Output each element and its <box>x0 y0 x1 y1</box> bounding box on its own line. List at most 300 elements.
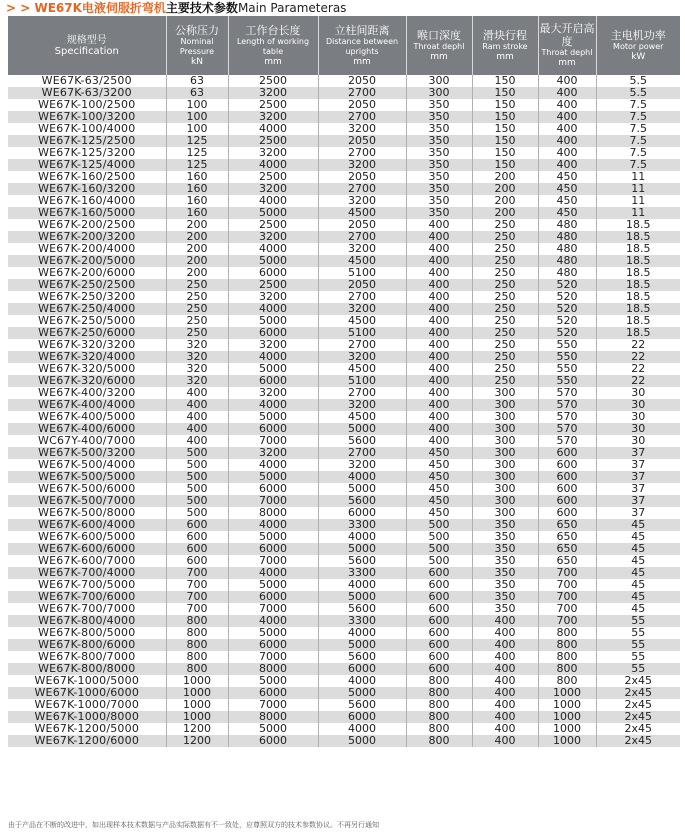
table-cell: WE67K-700/4000 <box>8 567 166 579</box>
table-cell: 400 <box>406 243 472 255</box>
table-row <box>8 111 680 123</box>
table-cell: 480 <box>538 231 596 243</box>
table-cell: 480 <box>538 243 596 255</box>
table-cell: 4000 <box>228 567 318 579</box>
table-cell: 600 <box>166 519 228 531</box>
table-cell: 5000 <box>318 423 406 435</box>
table-cell: 450 <box>406 507 472 519</box>
table-cell: 200 <box>472 183 538 195</box>
table-cell: 200 <box>472 207 538 219</box>
table-cell: 350 <box>406 171 472 183</box>
column-header-unit: mm <box>353 56 371 67</box>
table-cell: WE67K-125/4000 <box>8 159 166 171</box>
table-cell: 400 <box>406 387 472 399</box>
table-cell: WE67K-800/7000 <box>8 651 166 663</box>
column-header-unit: mm <box>264 56 282 67</box>
table-cell: 400 <box>472 675 538 687</box>
table-cell: 400 <box>406 339 472 351</box>
table-cell: 500 <box>166 507 228 519</box>
table-cell: 6000 <box>228 423 318 435</box>
title-product: 电液伺服折弯机 <box>81 1 166 15</box>
table-cell: WE67K-700/5000 <box>8 579 166 591</box>
table-cell: 7000 <box>228 435 318 447</box>
table-cell: 45 <box>596 591 680 603</box>
table-cell: 18.5 <box>596 255 680 267</box>
table-cell: WE67K-200/6000 <box>8 267 166 279</box>
table-cell: 125 <box>166 159 228 171</box>
table-row <box>8 195 680 207</box>
table-row <box>8 219 680 231</box>
table-cell: 600 <box>166 555 228 567</box>
table-cell: 600 <box>406 651 472 663</box>
column-header-unit: mm <box>558 58 576 68</box>
table-cell: 4500 <box>318 207 406 219</box>
table-cell: 2500 <box>228 171 318 183</box>
table-cell: WE67K-400/6000 <box>8 423 166 435</box>
title-section-en: Main Parameteras <box>237 1 347 15</box>
table-cell: 150 <box>472 87 538 99</box>
table-cell: 18.5 <box>596 267 680 279</box>
table-cell: 5000 <box>228 675 318 687</box>
table-cell: 2050 <box>318 135 406 147</box>
table-cell: 250 <box>472 363 538 375</box>
table-cell: 5000 <box>228 207 318 219</box>
table-cell: 6000 <box>228 267 318 279</box>
table-cell: WE67K-125/3200 <box>8 147 166 159</box>
table-cell: 3200 <box>318 351 406 363</box>
table-cell: 30 <box>596 411 680 423</box>
table-cell: WE67K-800/6000 <box>8 639 166 651</box>
table-row <box>8 99 680 111</box>
table-cell: 6000 <box>318 507 406 519</box>
table-cell: 300 <box>472 411 538 423</box>
table-cell: 700 <box>538 579 596 591</box>
table-cell: 150 <box>472 111 538 123</box>
column-header-cn: 公称压力 <box>175 23 219 37</box>
table-cell: 7000 <box>228 555 318 567</box>
table-cell: 5000 <box>228 579 318 591</box>
column-header <box>166 16 228 75</box>
table-cell: 600 <box>538 459 596 471</box>
table-cell: 4500 <box>318 363 406 375</box>
table-cell: 4000 <box>318 675 406 687</box>
table-cell: WE67K-250/6000 <box>8 327 166 339</box>
table-cell: 520 <box>538 291 596 303</box>
table-cell: WE67K-1000/6000 <box>8 687 166 699</box>
column-header-en: Ram stroke <box>482 41 528 51</box>
table-cell: 250 <box>472 351 538 363</box>
table-cell: WE67K-100/4000 <box>8 123 166 135</box>
table-cell: 2050 <box>318 171 406 183</box>
table-cell: WC67Y-400/7000 <box>8 435 166 447</box>
table-cell: 5600 <box>318 435 406 447</box>
table-cell: 5000 <box>318 543 406 555</box>
column-header-cn: 规格型号 <box>66 35 107 46</box>
table-cell: 8000 <box>228 711 318 723</box>
table-cell: 800 <box>406 687 472 699</box>
table-cell: 150 <box>472 123 538 135</box>
table-cell: 450 <box>406 495 472 507</box>
table-cell: 300 <box>406 75 472 87</box>
table-cell: 250 <box>472 327 538 339</box>
table-cell: 650 <box>538 555 596 567</box>
title-arrows: > > <box>6 1 35 15</box>
table-cell: 30 <box>596 435 680 447</box>
table-cell: 700 <box>166 579 228 591</box>
table-cell: 400 <box>406 435 472 447</box>
table-cell: 3200 <box>318 303 406 315</box>
column-header <box>228 16 318 75</box>
table-cell: 400 <box>472 615 538 627</box>
table-cell: 520 <box>538 279 596 291</box>
table-cell: WE67K-400/3200 <box>8 387 166 399</box>
column-header-cn: 最大开启高度 <box>539 22 595 48</box>
table-cell: 11 <box>596 195 680 207</box>
table-row <box>8 711 680 723</box>
table-cell: 300 <box>472 507 538 519</box>
table-cell: WE67K-1200/5000 <box>8 723 166 735</box>
table-cell: 400 <box>406 291 472 303</box>
table-cell: 400 <box>538 135 596 147</box>
title-section-cn: 主要技术参数 <box>165 1 238 15</box>
table-cell: 200 <box>166 219 228 231</box>
table-cell: WE67K-250/5000 <box>8 315 166 327</box>
table-cell: 37 <box>596 459 680 471</box>
table-cell: WE67K-600/6000 <box>8 543 166 555</box>
table-row <box>8 603 680 615</box>
table-row <box>8 627 680 639</box>
table-cell: WE67K-600/5000 <box>8 531 166 543</box>
table-cell: 250 <box>166 279 228 291</box>
title-model: WE67K <box>34 1 82 15</box>
table-cell: 22 <box>596 339 680 351</box>
table-cell: 4000 <box>318 723 406 735</box>
table-cell: 600 <box>406 603 472 615</box>
table-cell: 2x45 <box>596 711 680 723</box>
table-cell: 125 <box>166 147 228 159</box>
table-cell: 400 <box>472 639 538 651</box>
table-cell: WE67K-63/3200 <box>8 87 166 99</box>
table-cell: 400 <box>472 663 538 675</box>
table-cell: WE67K-320/5000 <box>8 363 166 375</box>
table-cell: 400 <box>472 687 538 699</box>
table-cell: 2700 <box>318 183 406 195</box>
table-cell: 450 <box>406 459 472 471</box>
table-cell: 350 <box>472 519 538 531</box>
table-cell: 2x45 <box>596 687 680 699</box>
table-cell: 3200 <box>228 147 318 159</box>
table-cell: 3200 <box>228 183 318 195</box>
table-cell: 3200 <box>318 159 406 171</box>
table-cell: 11 <box>596 183 680 195</box>
table-row <box>8 555 680 567</box>
table-cell: 1000 <box>538 735 596 747</box>
column-header-en: Specification <box>54 46 119 57</box>
table-cell: 400 <box>538 99 596 111</box>
table-cell: 5000 <box>318 483 406 495</box>
table-row <box>8 687 680 699</box>
table-cell: 600 <box>406 663 472 675</box>
table-cell: 520 <box>538 315 596 327</box>
table-cell: WE67K-800/5000 <box>8 627 166 639</box>
table-cell: WE67K-1000/8000 <box>8 711 166 723</box>
table-cell: 400 <box>406 255 472 267</box>
table-cell: 4000 <box>228 459 318 471</box>
table-cell: 350 <box>406 99 472 111</box>
column-header-en: Length of working table <box>236 36 310 56</box>
table-cell: 2700 <box>318 111 406 123</box>
table-cell: 250 <box>472 315 538 327</box>
table-cell: 2050 <box>318 75 406 87</box>
table-cell: 18.5 <box>596 231 680 243</box>
table-cell: WE67K-63/2500 <box>8 75 166 87</box>
table-cell: WE67K-100/3200 <box>8 111 166 123</box>
table-cell: WE67K-1200/6000 <box>8 735 166 747</box>
table-cell: 350 <box>472 543 538 555</box>
table-cell: 3200 <box>318 459 406 471</box>
table-cell: 400 <box>166 423 228 435</box>
table-cell: 150 <box>472 75 538 87</box>
table-row <box>8 147 680 159</box>
table-cell: 37 <box>596 483 680 495</box>
table-cell: 37 <box>596 447 680 459</box>
table-cell: 400 <box>406 327 472 339</box>
table-row <box>8 327 680 339</box>
table-row <box>8 579 680 591</box>
table-cell: 5000 <box>318 735 406 747</box>
table-cell: 300 <box>472 495 538 507</box>
table-cell: 7000 <box>228 651 318 663</box>
table-cell: 520 <box>538 303 596 315</box>
table-cell: 400 <box>166 411 228 423</box>
table-cell: WE67K-320/3200 <box>8 339 166 351</box>
table-cell: 200 <box>166 243 228 255</box>
table-cell: 200 <box>166 255 228 267</box>
table-cell: 350 <box>472 555 538 567</box>
table-row <box>8 303 680 315</box>
table-cell: 1000 <box>166 687 228 699</box>
table-cell: 6000 <box>318 711 406 723</box>
table-cell: 400 <box>538 75 596 87</box>
table-cell: 650 <box>538 531 596 543</box>
parameters-table <box>8 16 680 747</box>
column-header-en: Throat dephl <box>541 48 593 57</box>
column-header <box>596 16 680 75</box>
table-cell: WE67K-500/5000 <box>8 471 166 483</box>
table-cell: 1000 <box>166 675 228 687</box>
table-cell: 700 <box>538 591 596 603</box>
table-cell: 150 <box>472 99 538 111</box>
table-cell: 3200 <box>318 399 406 411</box>
column-header-cn: 主电机功率 <box>610 28 666 42</box>
table-cell: 400 <box>166 435 228 447</box>
table-cell: 18.5 <box>596 327 680 339</box>
table-cell: 3300 <box>318 567 406 579</box>
table-cell: 4000 <box>228 303 318 315</box>
column-header-cn: 滑块行程 <box>483 28 527 42</box>
table-cell: 6000 <box>228 639 318 651</box>
table-row <box>8 615 680 627</box>
footnote: 由于产品在不断的改进中，如出现样本技术数据与产品实际数据有不一致处，应尊照双方的技术参数协议。不再另行通知 <box>8 821 379 829</box>
column-header <box>406 16 472 75</box>
table-cell: 160 <box>166 195 228 207</box>
column-header <box>318 16 406 75</box>
table-cell: 4000 <box>228 243 318 255</box>
table-cell: 8000 <box>228 663 318 675</box>
table-cell: 500 <box>166 471 228 483</box>
table-cell: 450 <box>538 207 596 219</box>
table-cell: 160 <box>166 207 228 219</box>
table-cell: WE67K-200/2500 <box>8 219 166 231</box>
table-cell: 5600 <box>318 495 406 507</box>
table-cell: 570 <box>538 435 596 447</box>
table-cell: 3200 <box>228 291 318 303</box>
table-row <box>8 699 680 711</box>
column-header-unit: mm <box>496 51 514 62</box>
table-cell: 6000 <box>228 687 318 699</box>
table-cell: 55 <box>596 615 680 627</box>
table-cell: 800 <box>538 663 596 675</box>
table-cell: 250 <box>472 279 538 291</box>
table-cell: 2050 <box>318 219 406 231</box>
table-cell: 650 <box>538 519 596 531</box>
table-cell: 250 <box>166 291 228 303</box>
table-cell: 400 <box>472 711 538 723</box>
table-cell: 300 <box>472 387 538 399</box>
table-row <box>8 435 680 447</box>
table-row <box>8 243 680 255</box>
table-cell: 2700 <box>318 387 406 399</box>
table-cell: 1000 <box>166 711 228 723</box>
table-cell: 800 <box>166 639 228 651</box>
table-cell: 5000 <box>228 627 318 639</box>
table-cell: 400 <box>166 399 228 411</box>
table-cell: 250 <box>166 327 228 339</box>
table-row <box>8 75 680 87</box>
table-cell: 600 <box>538 507 596 519</box>
table-cell: 480 <box>538 267 596 279</box>
table-cell: 350 <box>406 147 472 159</box>
table-cell: 125 <box>166 135 228 147</box>
table-cell: 600 <box>538 483 596 495</box>
table-row <box>8 267 680 279</box>
table-cell: 11 <box>596 207 680 219</box>
column-header-cn: 喉口深度 <box>417 28 461 42</box>
column-header <box>472 16 538 75</box>
table-row <box>8 363 680 375</box>
table-cell: 600 <box>538 447 596 459</box>
table-cell: 5000 <box>228 471 318 483</box>
table-cell: 1000 <box>538 711 596 723</box>
table-cell: 6000 <box>228 375 318 387</box>
table-cell: 11 <box>596 171 680 183</box>
table-cell: 480 <box>538 219 596 231</box>
table-cell: 2050 <box>318 279 406 291</box>
table-cell: 320 <box>166 351 228 363</box>
table-row <box>8 471 680 483</box>
table-cell: 30 <box>596 399 680 411</box>
table-cell: WE67K-160/2500 <box>8 171 166 183</box>
table-cell: WE67K-600/4000 <box>8 519 166 531</box>
table-cell: 37 <box>596 495 680 507</box>
table-cell: 400 <box>406 267 472 279</box>
table-cell: 37 <box>596 507 680 519</box>
table-row <box>8 543 680 555</box>
table-row <box>8 447 680 459</box>
table-cell: 37 <box>596 471 680 483</box>
table-cell: 18.5 <box>596 219 680 231</box>
table-cell: 1200 <box>166 723 228 735</box>
table-cell: 3200 <box>228 387 318 399</box>
table-cell: 570 <box>538 387 596 399</box>
table-cell: 5000 <box>228 411 318 423</box>
table-cell: WE67K-160/3200 <box>8 183 166 195</box>
table-cell: 3200 <box>228 339 318 351</box>
table-cell: 570 <box>538 399 596 411</box>
table-cell: 45 <box>596 531 680 543</box>
table-cell: 300 <box>472 423 538 435</box>
table-cell: 450 <box>406 483 472 495</box>
column-header-unit: kN <box>191 56 203 67</box>
table-row <box>8 123 680 135</box>
column-header-en: Throat dephl <box>413 41 465 51</box>
table-cell: 500 <box>166 447 228 459</box>
table-cell: 250 <box>472 303 538 315</box>
table-cell: 300 <box>472 483 538 495</box>
table-cell: 570 <box>538 411 596 423</box>
table-cell: 2700 <box>318 339 406 351</box>
table-cell: WE67K-600/7000 <box>8 555 166 567</box>
table-row <box>8 495 680 507</box>
table-cell: 500 <box>406 519 472 531</box>
table-cell: 250 <box>472 339 538 351</box>
table-cell: 250 <box>472 267 538 279</box>
table-cell: 600 <box>406 579 472 591</box>
table-cell: 200 <box>166 267 228 279</box>
table-cell: 4000 <box>318 471 406 483</box>
table-cell: 400 <box>538 147 596 159</box>
table-cell: 5000 <box>318 591 406 603</box>
table-cell: 150 <box>472 147 538 159</box>
table-cell: 5.5 <box>596 75 680 87</box>
table-cell: 2700 <box>318 231 406 243</box>
table-cell: 350 <box>472 567 538 579</box>
table-cell: 18.5 <box>596 279 680 291</box>
table-cell: 800 <box>406 699 472 711</box>
table-cell: 4000 <box>318 531 406 543</box>
table-cell: 7000 <box>228 495 318 507</box>
table-cell: 600 <box>406 627 472 639</box>
table-cell: 5000 <box>228 315 318 327</box>
table-cell: 4000 <box>228 399 318 411</box>
table-cell: WE67K-400/4000 <box>8 399 166 411</box>
table-cell: 500 <box>166 495 228 507</box>
table-cell: 350 <box>406 123 472 135</box>
table-row <box>8 483 680 495</box>
column-header <box>538 16 596 75</box>
table-cell: 2700 <box>318 291 406 303</box>
table-cell: 400 <box>406 375 472 387</box>
table-cell: 3200 <box>318 123 406 135</box>
table-cell: 250 <box>472 219 538 231</box>
table-cell: 400 <box>406 363 472 375</box>
table-cell: 63 <box>166 87 228 99</box>
table-row <box>8 591 680 603</box>
table-cell: WE67K-160/5000 <box>8 207 166 219</box>
table-cell: 500 <box>166 483 228 495</box>
table-cell: 7.5 <box>596 147 680 159</box>
table-cell: 2500 <box>228 279 318 291</box>
